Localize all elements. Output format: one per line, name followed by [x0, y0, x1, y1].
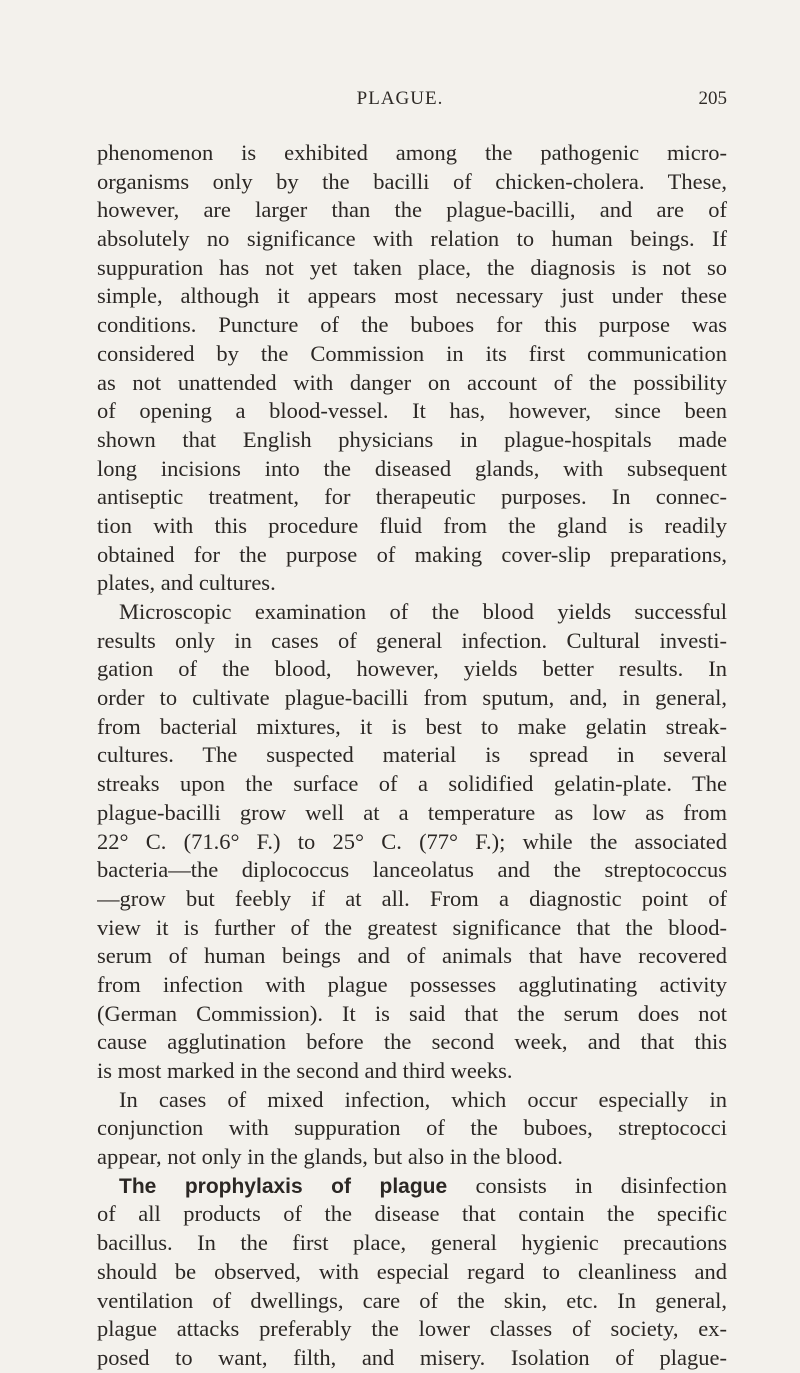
line-text: posed to want, filth, and misery. Isolation of plague-: [97, 1344, 727, 1370]
line-text: obtained for the purpose of making cover-slip preparations,: [97, 541, 727, 567]
text-line: [97, 770, 727, 799]
line-text: shown that English physicians in plague-hospitals made: [97, 426, 727, 452]
text-line: [97, 455, 727, 484]
line-text: results only in cases of general infection. Cultural investi-: [97, 627, 727, 653]
line-text: organisms only by the bacilli of chicken-cholera. These,: [97, 168, 727, 194]
text-line: [97, 1086, 727, 1115]
text-line: [97, 254, 727, 283]
line-text: of all products of the disease that contain the specific: [97, 1201, 727, 1227]
line-text: however, are larger than the plague-bacilli, and are of: [97, 197, 727, 223]
line-text: suppuration has not yet taken place, the diagnosis is not so: [97, 254, 727, 280]
text-line: [97, 426, 727, 455]
line-text: considered by the Commission in its first communication: [97, 340, 727, 366]
text-line: [97, 598, 727, 627]
line-text: as not unattended with danger on account of the possibility: [97, 369, 727, 395]
line-text: from bacterial mixtures, it is best to make gelatin streak-: [97, 713, 727, 739]
text-line: [97, 914, 727, 943]
line-text: plates, and cultures.: [97, 570, 276, 596]
line-text: absolutely no significance with relation to human beings. If: [97, 226, 727, 252]
text-line: [97, 1057, 727, 1086]
line-text: order to cultivate plague-bacilli from sputum, and, in general,: [97, 685, 727, 711]
body-text: [97, 139, 727, 1373]
text-line: [97, 741, 727, 770]
text-line: [97, 1229, 727, 1258]
line-text: cultures. The suspected material is spread in several: [97, 742, 727, 768]
line-text: Microscopic examination of the blood yields successful: [119, 599, 727, 624]
text-line: [97, 139, 727, 168]
line-text: (German Commission). It is said that the serum does not: [97, 1000, 727, 1026]
line-text: In cases of mixed infection, which occur especially in: [119, 1086, 727, 1112]
line-text: serum of human beings and of animals that have recovered: [97, 943, 727, 969]
line-text: long incisions into the diseased glands, with subsequent: [97, 455, 727, 481]
text-line: [97, 512, 727, 541]
text-line: [97, 885, 727, 914]
text-line: [97, 1200, 727, 1229]
line-text: bacillus. In the first place, general hygienic precautions: [97, 1230, 727, 1256]
text-line: [97, 942, 727, 971]
text-line: [97, 684, 727, 713]
text-line: [97, 1114, 727, 1143]
text-line: [97, 340, 727, 369]
running-title: PLAGUE.: [356, 88, 444, 109]
line-text: consists in disinfection: [447, 1172, 727, 1198]
text-line: [97, 828, 727, 857]
page-number: 205: [698, 88, 727, 109]
text-line: [97, 225, 727, 254]
line-text: 22° C. (71.6° F.) to 25° C. (77° F.); while the associated: [97, 828, 727, 854]
text-line: [97, 1000, 727, 1029]
text-line: [97, 1143, 727, 1172]
line-text: gation of the blood, however, yields better results. In: [97, 656, 727, 682]
text-line: [97, 856, 727, 885]
line-text: from infection with plague possesses agglutinating activity: [97, 971, 727, 997]
line-text: tion with this procedure fluid from the gland is readily: [97, 512, 727, 538]
text-line: [97, 168, 727, 197]
line-text: antiseptic treatment, for therapeutic purposes. In connec-: [97, 484, 727, 510]
text-line: [97, 369, 727, 398]
text-line: [97, 971, 727, 1000]
line-text: simple, although it appears most necessary just under these: [97, 283, 727, 309]
text-line: [97, 483, 727, 512]
text-line: [97, 655, 727, 684]
line-text: is most marked in the second and third weeks.: [97, 1058, 513, 1083]
text-line: [97, 541, 727, 570]
text-line: [97, 1315, 727, 1344]
text-line: [97, 311, 727, 340]
line-text: conditions. Puncture of the buboes for this purpose was: [97, 312, 727, 338]
text-line: [97, 627, 727, 656]
line-text: —grow but feebly if at all. From a diagnostic point of: [97, 885, 727, 911]
page-header: [0, 88, 800, 118]
text-line: [97, 1028, 727, 1057]
text-line: [97, 713, 727, 742]
text-line: [97, 1344, 727, 1373]
text-line: [97, 799, 727, 828]
text-line: [97, 397, 727, 426]
bold-run-in-heading: The prophylaxis of plague: [119, 1174, 448, 1198]
line-text: plague attacks preferably the lower classes of society, ex-: [97, 1316, 727, 1342]
line-text: conjunction with suppuration of the buboes, streptococci: [97, 1115, 727, 1141]
line-text: ventilation of dwellings, care of the skin, etc. In general,: [97, 1287, 727, 1313]
text-line: [97, 1258, 727, 1287]
text-line: [97, 569, 727, 598]
line-text: phenomenon is exhibited among the pathogenic micro-: [97, 140, 727, 165]
text-line: [97, 196, 727, 225]
line-text: of opening a blood-vessel. It has, however, since been: [97, 398, 727, 424]
line-text: plague-bacilli grow well at a temperature as low as from: [97, 799, 727, 825]
line-text: view it is further of the greatest significance that the blood-: [97, 914, 727, 940]
text-line: [97, 282, 727, 311]
line-text: cause agglutination before the second week, and that this: [97, 1029, 727, 1055]
line-text: streaks upon the surface of a solidified gelatin-plate. The: [97, 771, 727, 797]
line-text: bacteria—the diplococcus lanceolatus and the streptococcus: [97, 857, 727, 883]
text-line: [97, 1172, 727, 1201]
line-text: appear, not only in the glands, but also in the blood.: [97, 1144, 563, 1170]
line-text: should be observed, with especial regard to cleanliness and: [97, 1258, 727, 1284]
